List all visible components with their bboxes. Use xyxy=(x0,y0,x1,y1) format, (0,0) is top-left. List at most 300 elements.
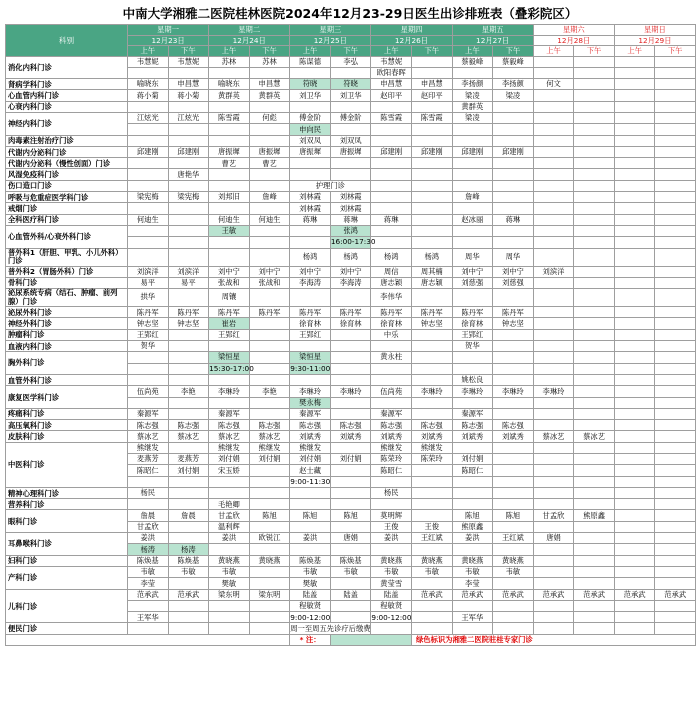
schedule-cell xyxy=(655,146,696,157)
schedule-cell xyxy=(249,566,290,577)
pm-header: 下午 xyxy=(574,46,615,57)
schedule-cell xyxy=(574,623,615,634)
department-name: 皮肤科门诊 xyxy=(6,431,128,442)
schedule-cell: 杨鸿 xyxy=(411,248,452,266)
schedule-cell: 姜洪 xyxy=(209,533,250,544)
schedule-cell: 黄晓燕 xyxy=(411,555,452,566)
schedule-cell: 杨鸿 xyxy=(330,248,371,266)
schedule-cell xyxy=(290,499,331,510)
schedule-cell xyxy=(411,600,452,611)
schedule-cell: 刘林霞 xyxy=(330,203,371,214)
schedule-cell xyxy=(249,476,290,487)
schedule-cell: 周信 xyxy=(371,266,412,277)
schedule-cell xyxy=(168,158,209,169)
schedule-cell: 范承武 xyxy=(128,589,169,600)
schedule-cell xyxy=(655,124,696,135)
schedule-cell xyxy=(493,180,534,191)
department-name: 心衰内科门诊 xyxy=(6,101,128,112)
schedule-cell xyxy=(452,237,493,248)
table-row xyxy=(6,266,696,277)
schedule-cell xyxy=(655,237,696,248)
schedule-cell xyxy=(614,277,655,288)
schedule-cell xyxy=(330,476,371,487)
schedule-cell xyxy=(168,623,209,634)
schedule-cell xyxy=(411,101,452,112)
schedule-cell xyxy=(330,124,371,135)
schedule-cell xyxy=(411,180,452,191)
schedule-cell: 苏林 xyxy=(209,56,250,67)
schedule-cell: 杨鸿 xyxy=(290,248,331,266)
schedule-cell: 陈焕基 xyxy=(168,555,209,566)
schedule-cell: 唐振墀 xyxy=(209,146,250,157)
schedule-cell xyxy=(574,487,615,498)
schedule-cell xyxy=(614,533,655,544)
schedule-cell xyxy=(452,124,493,135)
schedule-cell: 刘斌秀 xyxy=(330,431,371,442)
schedule-cell: 程敏贤 xyxy=(371,600,412,611)
schedule-cell: 詹晨 xyxy=(168,510,209,521)
schedule-cell xyxy=(655,431,696,442)
schedule-cell xyxy=(533,56,574,67)
department-name: 普外科2（胃肠外科）门诊 xyxy=(6,266,128,277)
schedule-cell: 毛艳卿 xyxy=(209,499,250,510)
department-name: 普外科1（肝胆、甲乳、小儿外科）门诊 xyxy=(6,248,128,266)
schedule-cell: 李琳玲 xyxy=(290,386,331,397)
schedule-cell xyxy=(452,442,493,453)
schedule-cell xyxy=(614,408,655,419)
schedule-cell xyxy=(614,112,655,123)
schedule-cell: 赵印平 xyxy=(371,90,412,101)
schedule-cell: 黄群英 xyxy=(209,90,250,101)
schedule-cell: 刘双凤 xyxy=(290,135,331,146)
schedule-cell xyxy=(168,374,209,385)
weekend-header: 星期六 xyxy=(533,25,614,36)
schedule-cell xyxy=(128,237,169,248)
schedule-cell xyxy=(655,408,696,419)
schedule-cell: 熊继发 xyxy=(209,442,250,453)
department-name: 中医科门诊 xyxy=(6,442,128,487)
schedule-cell xyxy=(411,158,452,169)
schedule-cell: 梁东明 xyxy=(249,589,290,600)
schedule-cell xyxy=(574,566,615,577)
schedule-cell: 陈丹军 xyxy=(452,307,493,318)
schedule-table xyxy=(5,24,696,646)
schedule-cell: 唐娟 xyxy=(533,533,574,544)
department-name: 风湿免疫科门诊 xyxy=(6,169,128,180)
schedule-cell: 李扬颜 xyxy=(452,79,493,90)
schedule-cell xyxy=(452,363,493,374)
schedule-cell xyxy=(209,237,250,248)
schedule-cell: 王红斌 xyxy=(493,533,534,544)
schedule-cell: 唐振墀 xyxy=(249,146,290,157)
schedule-cell: 陈志强 xyxy=(168,420,209,431)
schedule-cell: 陈志强 xyxy=(411,420,452,431)
schedule-cell xyxy=(493,476,534,487)
schedule-cell: 陈荣玲 xyxy=(411,454,452,465)
schedule-cell xyxy=(493,101,534,112)
schedule-cell: 陈志强 xyxy=(452,420,493,431)
note-label: * 注： xyxy=(290,634,331,645)
schedule-cell xyxy=(574,578,615,589)
legend-swatch xyxy=(330,634,411,645)
schedule-cell xyxy=(493,192,534,203)
schedule-cell xyxy=(411,203,452,214)
am-header: 上午 xyxy=(371,46,412,57)
department-name: 营养科门诊 xyxy=(6,499,128,510)
schedule-cell: 王郢红 xyxy=(209,329,250,340)
schedule-cell xyxy=(330,521,371,532)
table-row xyxy=(6,555,696,566)
schedule-cell xyxy=(330,374,371,385)
schedule-cell xyxy=(128,203,169,214)
table-row xyxy=(6,214,696,225)
schedule-cell: 蔡冰艺 xyxy=(249,431,290,442)
schedule-cell xyxy=(614,307,655,318)
schedule-cell xyxy=(574,352,615,363)
schedule-cell: 范承武 xyxy=(411,589,452,600)
schedule-cell xyxy=(411,465,452,476)
schedule-cell xyxy=(168,499,209,510)
schedule-cell xyxy=(209,374,250,385)
schedule-cell xyxy=(493,465,534,476)
schedule-cell xyxy=(209,124,250,135)
schedule-cell xyxy=(249,237,290,248)
schedule-cell: 李琳玲 xyxy=(533,386,574,397)
schedule-cell: 刘滨洋 xyxy=(128,266,169,277)
schedule-cell xyxy=(655,555,696,566)
schedule-cell xyxy=(533,566,574,577)
schedule-cell: 刘卫华 xyxy=(330,90,371,101)
schedule-cell xyxy=(574,248,615,266)
department-name: 疼痛科门诊 xyxy=(6,408,128,419)
schedule-cell xyxy=(614,363,655,374)
date-header: 12月24日 xyxy=(209,35,290,46)
schedule-cell xyxy=(128,158,169,169)
schedule-cell: 李海涛 xyxy=(330,277,371,288)
schedule-cell xyxy=(614,578,655,589)
schedule-cell: 崔岩 xyxy=(209,318,250,329)
schedule-cell xyxy=(614,192,655,203)
schedule-cell xyxy=(371,476,412,487)
schedule-cell xyxy=(249,329,290,340)
dept-header: 科别 xyxy=(6,25,128,57)
schedule-cell xyxy=(249,248,290,266)
schedule-cell xyxy=(493,225,534,236)
schedule-cell xyxy=(371,397,412,408)
schedule-cell xyxy=(655,442,696,453)
schedule-cell: 刘中宁 xyxy=(290,266,331,277)
department-name: 康复医学科门诊 xyxy=(6,386,128,409)
schedule-cell: 江炫光 xyxy=(168,112,209,123)
schedule-cell xyxy=(533,237,574,248)
schedule-cell: 温利辉 xyxy=(209,521,250,532)
schedule-cell xyxy=(655,352,696,363)
schedule-cell: 秦源军 xyxy=(209,408,250,419)
schedule-cell: 秦源军 xyxy=(290,408,331,419)
schedule-cell xyxy=(614,420,655,431)
schedule-cell xyxy=(655,90,696,101)
schedule-cell xyxy=(290,237,331,248)
schedule-cell xyxy=(533,169,574,180)
schedule-cell xyxy=(574,90,615,101)
department-name: 胸外科门诊 xyxy=(6,352,128,375)
schedule-cell xyxy=(533,578,574,589)
table-row xyxy=(6,431,696,442)
schedule-cell: 梁恒星 xyxy=(290,352,331,363)
schedule-cell xyxy=(574,600,615,611)
schedule-cell xyxy=(452,135,493,146)
schedule-body xyxy=(6,56,696,646)
table-row xyxy=(6,487,696,498)
schedule-cell xyxy=(330,341,371,352)
schedule-cell: 王郢红 xyxy=(452,329,493,340)
table-row xyxy=(6,420,696,431)
schedule-cell xyxy=(655,56,696,67)
schedule-cell: 秦源军 xyxy=(128,408,169,419)
schedule-cell xyxy=(249,612,290,623)
schedule-cell: 刘中宁 xyxy=(330,266,371,277)
schedule-cell xyxy=(452,487,493,498)
schedule-cell: 陈昭仁 xyxy=(128,465,169,476)
schedule-cell xyxy=(614,214,655,225)
schedule-cell: 麦燕芳 xyxy=(168,454,209,465)
schedule-cell xyxy=(168,363,209,374)
schedule-cell xyxy=(371,169,412,180)
schedule-cell xyxy=(614,225,655,236)
schedule-cell: 陈旭 xyxy=(330,510,371,521)
schedule-cell: 黄晓燕 xyxy=(249,555,290,566)
schedule-cell: 喻晓东 xyxy=(209,79,250,90)
schedule-cell: 邱建刚 xyxy=(411,146,452,157)
schedule-cell xyxy=(128,600,169,611)
schedule-cell: 韦敏 xyxy=(290,566,331,577)
department-name: 代谢内分泌科（慢性创面）门诊 xyxy=(6,158,128,169)
schedule-cell: 詹峰 xyxy=(249,192,290,203)
schedule-cell: 陈焕基 xyxy=(128,555,169,566)
department-name: 泌尿外科门诊 xyxy=(6,307,128,318)
schedule-cell xyxy=(655,566,696,577)
schedule-cell xyxy=(533,341,574,352)
schedule-cell xyxy=(493,397,534,408)
schedule-cell: 赵士藏 xyxy=(290,465,331,476)
schedule-cell xyxy=(533,289,574,307)
department-name: 全科医疗科门诊 xyxy=(6,214,128,225)
table-row xyxy=(6,386,696,397)
schedule-cell xyxy=(493,112,534,123)
schedule-cell xyxy=(493,124,534,135)
schedule-cell xyxy=(330,289,371,307)
schedule-cell xyxy=(411,578,452,589)
schedule-cell: 9:30-11:00 xyxy=(290,363,331,373)
schedule-cell: 伍尚苑 xyxy=(128,386,169,397)
schedule-cell xyxy=(493,578,534,589)
schedule-cell xyxy=(574,67,615,78)
schedule-cell xyxy=(371,203,412,214)
schedule-cell xyxy=(371,363,412,374)
schedule-cell xyxy=(168,67,209,78)
schedule-cell xyxy=(249,289,290,307)
schedule-cell: 欧锐江 xyxy=(249,533,290,544)
schedule-cell xyxy=(452,289,493,307)
schedule-cell xyxy=(411,341,452,352)
schedule-cell: 张鸿 xyxy=(330,225,371,236)
schedule-cell xyxy=(533,397,574,408)
schedule-cell xyxy=(614,487,655,498)
schedule-cell xyxy=(209,248,250,266)
schedule-cell xyxy=(655,487,696,498)
schedule-cell xyxy=(614,454,655,465)
schedule-cell xyxy=(128,180,169,191)
am-header: 上午 xyxy=(614,46,655,57)
department-name: 高压氧科门诊 xyxy=(6,420,128,431)
schedule-cell xyxy=(493,442,534,453)
schedule-cell xyxy=(168,214,209,225)
schedule-cell xyxy=(411,169,452,180)
schedule-cell: 周镶 xyxy=(209,289,250,307)
schedule-cell xyxy=(249,623,290,634)
schedule-cell: 熊继发 xyxy=(128,442,169,453)
schedule-cell: 徐育林 xyxy=(452,318,493,329)
schedule-cell: 周一至周五先诊疗后缴费 xyxy=(290,623,371,633)
schedule-cell: 徐育林 xyxy=(330,318,371,329)
schedule-cell xyxy=(249,352,290,363)
schedule-cell xyxy=(209,169,250,180)
table-row xyxy=(6,352,696,363)
schedule-cell xyxy=(655,277,696,288)
schedule-cell: 李莹 xyxy=(452,578,493,589)
schedule-cell xyxy=(574,79,615,90)
schedule-cell: 范承武 xyxy=(168,589,209,600)
schedule-cell xyxy=(411,623,452,634)
schedule-cell: 易平 xyxy=(168,277,209,288)
schedule-cell: 伍尚苑 xyxy=(371,386,412,397)
schedule-cell xyxy=(371,180,412,191)
schedule-cell xyxy=(574,124,615,135)
schedule-cell: 陆盖 xyxy=(290,589,331,600)
schedule-cell xyxy=(655,318,696,329)
schedule-cell xyxy=(533,352,574,363)
schedule-cell xyxy=(168,289,209,307)
schedule-cell xyxy=(330,442,371,453)
schedule-cell: 蒋琳 xyxy=(371,214,412,225)
table-row xyxy=(6,248,696,266)
schedule-cell xyxy=(411,56,452,67)
schedule-cell xyxy=(493,600,534,611)
schedule-cell: 甘孟欣 xyxy=(209,510,250,521)
schedule-cell xyxy=(249,180,290,191)
schedule-cell: 何迪生 xyxy=(128,214,169,225)
schedule-cell xyxy=(493,341,534,352)
schedule-cell xyxy=(128,124,169,135)
schedule-cell xyxy=(330,544,371,555)
schedule-cell: 陈旭 xyxy=(493,510,534,521)
schedule-cell xyxy=(655,499,696,510)
schedule-cell xyxy=(574,341,615,352)
schedule-cell: 熊继发 xyxy=(290,442,331,453)
schedule-cell xyxy=(209,397,250,408)
schedule-cell: 李琳玲 xyxy=(493,386,534,397)
am-header: 上午 xyxy=(533,46,574,57)
schedule-cell xyxy=(655,158,696,169)
schedule-cell xyxy=(655,363,696,374)
schedule-cell xyxy=(330,397,371,408)
schedule-cell xyxy=(330,329,371,340)
schedule-cell xyxy=(614,476,655,487)
schedule-cell xyxy=(249,135,290,146)
schedule-cell xyxy=(655,544,696,555)
schedule-cell: 李琳玲 xyxy=(330,386,371,397)
weekday-header: 星期五 xyxy=(452,25,533,36)
schedule-cell xyxy=(655,600,696,611)
schedule-cell xyxy=(614,600,655,611)
schedule-cell xyxy=(533,101,574,112)
schedule-cell xyxy=(614,124,655,135)
schedule-cell xyxy=(249,578,290,589)
schedule-cell xyxy=(655,420,696,431)
schedule-cell xyxy=(614,180,655,191)
schedule-cell xyxy=(614,386,655,397)
schedule-cell xyxy=(655,397,696,408)
schedule-cell xyxy=(574,521,615,532)
department-name: 耳鼻喉科门诊 xyxy=(6,533,128,556)
schedule-cell: 唐志颖 xyxy=(411,277,452,288)
table-row xyxy=(6,56,696,67)
table-row xyxy=(6,90,696,101)
schedule-cell: 16:00-17:30 xyxy=(330,237,376,247)
schedule-cell: 黄群英 xyxy=(452,101,493,112)
schedule-cell xyxy=(452,225,493,236)
schedule-cell: 陈昭仁 xyxy=(371,465,412,476)
schedule-cell xyxy=(574,499,615,510)
schedule-cell: 黄群英 xyxy=(249,90,290,101)
schedule-cell: 傅金阶 xyxy=(330,112,371,123)
schedule-cell: 姜洪 xyxy=(128,533,169,544)
schedule-cell xyxy=(614,203,655,214)
schedule-cell xyxy=(493,544,534,555)
schedule-cell xyxy=(655,341,696,352)
date-header: 12月25日 xyxy=(290,35,371,46)
schedule-cell xyxy=(452,352,493,363)
schedule-cell xyxy=(655,623,696,634)
schedule-cell: 梁凌 xyxy=(452,112,493,123)
schedule-cell xyxy=(411,476,452,487)
schedule-cell: 刘付娟 xyxy=(209,454,250,465)
schedule-cell xyxy=(249,124,290,135)
schedule-cell xyxy=(249,521,290,532)
schedule-cell xyxy=(249,67,290,78)
schedule-cell xyxy=(493,374,534,385)
schedule-cell: 梁恒星 xyxy=(209,352,250,363)
schedule-cell: 曹艺 xyxy=(209,158,250,169)
schedule-cell: 周其楠 xyxy=(411,266,452,277)
schedule-cell xyxy=(493,408,534,419)
schedule-cell xyxy=(614,341,655,352)
schedule-cell xyxy=(614,289,655,307)
schedule-cell xyxy=(411,237,452,248)
schedule-cell xyxy=(614,612,655,623)
schedule-cell: 唐艳华 xyxy=(168,169,209,180)
department-name: 代谢内分泌科门诊 xyxy=(6,146,128,157)
schedule-cell: 梁凌 xyxy=(493,90,534,101)
schedule-cell: 麦燕芳 xyxy=(128,454,169,465)
schedule-cell: 刘滨洋 xyxy=(533,266,574,277)
schedule-cell xyxy=(411,214,452,225)
date-header: 12月28日 xyxy=(533,35,614,46)
schedule-cell xyxy=(330,169,371,180)
schedule-cell: 刘慈强 xyxy=(493,277,534,288)
table-row xyxy=(6,623,696,634)
schedule-cell xyxy=(655,465,696,476)
